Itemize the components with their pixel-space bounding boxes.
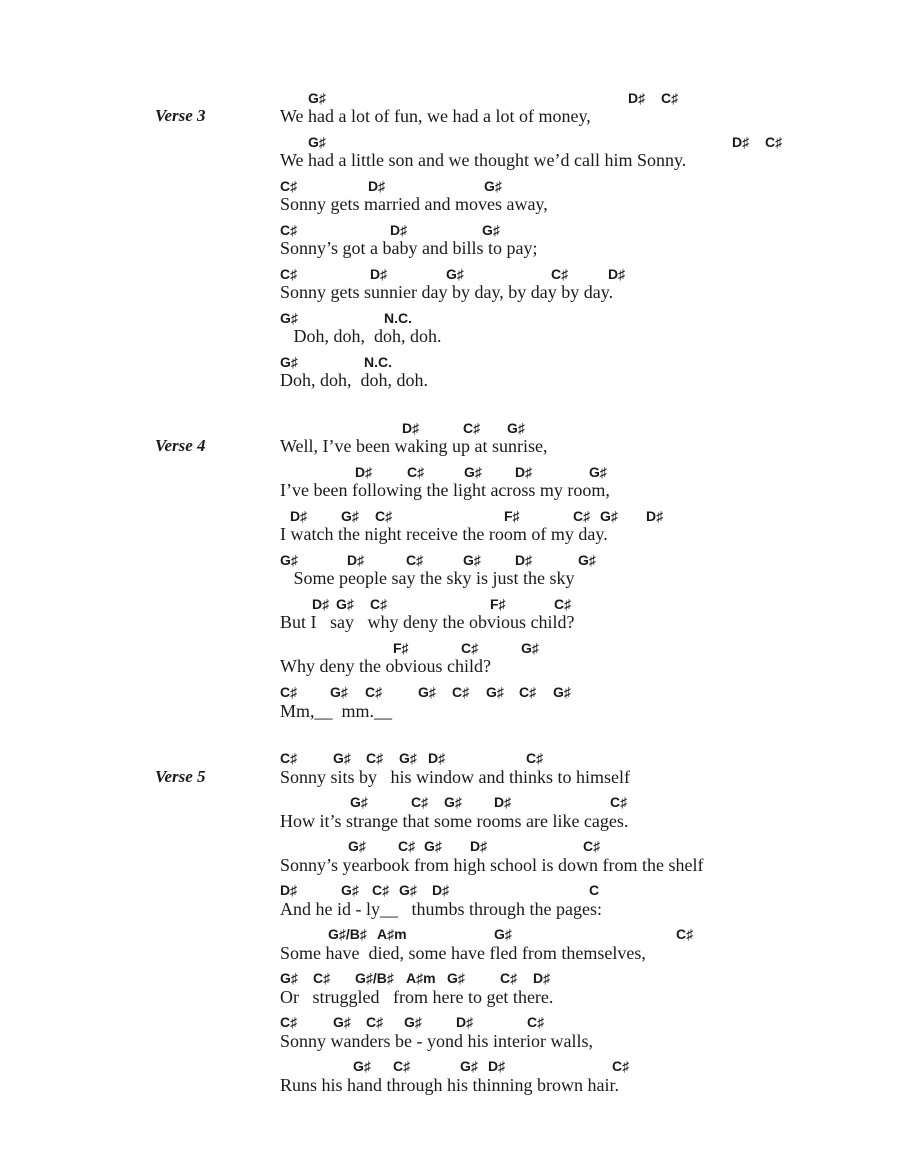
chord: G♯ — [353, 1058, 371, 1074]
lyric-line: Sonny wanders be - yond his interior walls, — [280, 1031, 593, 1051]
chord: D♯ — [628, 90, 646, 106]
lyric-line: We had a little son and we thought we’d call him Sonny. — [280, 150, 687, 170]
lyric-line: I’ve been following the light across my room, — [280, 480, 610, 500]
chord: G♯ — [589, 464, 607, 480]
chord: A♯m — [406, 970, 436, 986]
lyric-line: Sonny’s yearbook from high school is down from the shelf — [280, 855, 704, 875]
chord: C♯ — [313, 970, 331, 986]
chord: G♯ — [424, 838, 442, 854]
chord: C♯ — [366, 750, 384, 766]
chord: G♯ — [463, 552, 481, 568]
lyric-line: Sonny’s got a baby and bills to pay; — [280, 238, 538, 258]
chord: D♯ — [355, 464, 373, 480]
chord: D♯ — [370, 266, 388, 282]
chord: D♯ — [290, 508, 308, 524]
chord: C♯ — [280, 1014, 298, 1030]
chord: C♯ — [366, 1014, 384, 1030]
chord: C♯ — [551, 266, 569, 282]
lyric-line: Some have died, some have fled from themselves, — [280, 943, 646, 963]
chord: C♯ — [500, 970, 518, 986]
chord: G♯ — [280, 354, 298, 370]
chord: G♯ — [280, 310, 298, 326]
verse-3-label: Verse 3 — [155, 106, 206, 125]
chord: N.C. — [364, 354, 392, 370]
chord: D♯ — [608, 266, 626, 282]
chord: G♯ — [336, 596, 354, 612]
chord: C♯ — [280, 266, 298, 282]
chord: G♯ — [280, 970, 298, 986]
chord: C — [589, 882, 600, 898]
chord: D♯ — [390, 222, 408, 238]
chord: G♯ — [484, 178, 502, 194]
lyric-line: Sonny gets married and moves away, — [280, 194, 548, 214]
chord: C♯ — [393, 1058, 411, 1074]
chord: C♯ — [407, 464, 425, 480]
verse-5-label: Verse 5 — [155, 767, 206, 786]
chord: G♯ — [350, 794, 368, 810]
chord: C♯ — [583, 838, 601, 854]
chord: D♯ — [515, 552, 533, 568]
chord: G♯ — [444, 794, 462, 810]
lyric-line: And he id - ly__ thumbs through the pages: — [280, 899, 602, 919]
chord: G♯ — [507, 420, 525, 436]
chord: D♯ — [494, 794, 512, 810]
chord: D♯ — [428, 750, 446, 766]
lyric-line: Sonny sits by his window and thinks to himself — [280, 767, 631, 787]
chord: G♯ — [308, 90, 326, 106]
chord: G♯ — [494, 926, 512, 942]
chord: C♯ — [365, 684, 383, 700]
lyric-line: Mm,__ mm.__ — [280, 701, 393, 721]
lyric-line: We had a lot of fun, we had a lot of money, — [280, 106, 591, 126]
chord: C♯ — [765, 134, 783, 150]
chord: G♯ — [333, 1014, 351, 1030]
chord: D♯ — [456, 1014, 474, 1030]
chord: C♯ — [463, 420, 481, 436]
chord: C♯ — [375, 508, 393, 524]
chord: C♯ — [461, 640, 479, 656]
chord: G♯ — [348, 838, 366, 854]
chord: D♯ — [470, 838, 488, 854]
chord: G♯ — [521, 640, 539, 656]
chord: F♯ — [504, 508, 520, 524]
chord: C♯ — [370, 596, 388, 612]
chord: D♯ — [402, 420, 420, 436]
lyric-line: Doh, doh, doh, doh. — [280, 370, 428, 390]
chord: C♯ — [398, 838, 416, 854]
chord: C♯ — [661, 90, 679, 106]
chord: D♯ — [347, 552, 365, 568]
lyric-line: Sonny gets sunnier day by day, by day by day. — [280, 282, 614, 302]
lyric-line: How it’s strange that some rooms are like cages. — [280, 811, 629, 831]
chord: C♯ — [612, 1058, 630, 1074]
chord: G♯ — [482, 222, 500, 238]
chord: C♯ — [573, 508, 591, 524]
lyric-line: I watch the night receive the room of my day. — [280, 524, 608, 544]
lyric-line: Why deny the obvious child? — [280, 656, 491, 676]
chord: C♯ — [610, 794, 628, 810]
chord: G♯ — [399, 882, 417, 898]
chord: D♯ — [732, 134, 750, 150]
chord: G♯ — [447, 970, 465, 986]
chord: D♯ — [432, 882, 450, 898]
lyric-line: Or struggled from here to get there. — [280, 987, 554, 1007]
chord: G♯ — [333, 750, 351, 766]
chord: G♯ — [399, 750, 417, 766]
chord: G♯ — [404, 1014, 422, 1030]
lyric-line: But I say why deny the obvious child? — [280, 612, 575, 632]
chord: C♯ — [676, 926, 694, 942]
chord: C♯ — [526, 750, 544, 766]
chord: G♯ — [330, 684, 348, 700]
chord: D♯ — [488, 1058, 506, 1074]
lyric-line: Well, I’ve been waking up at sunrise, — [280, 436, 548, 456]
lyric-line: Some people say the sky is just the sky — [280, 568, 575, 588]
chord: D♯ — [515, 464, 533, 480]
chord: C♯ — [452, 684, 470, 700]
chord: G♯ — [341, 882, 359, 898]
chord: F♯ — [393, 640, 409, 656]
chord: G♯/B♯ — [328, 926, 367, 942]
chord: C♯ — [527, 1014, 545, 1030]
chord: C♯ — [406, 552, 424, 568]
chord: F♯ — [490, 596, 506, 612]
chord: C♯ — [280, 222, 298, 238]
chord: G♯ — [578, 552, 596, 568]
chord: D♯ — [312, 596, 330, 612]
chord: G♯ — [553, 684, 571, 700]
chord: D♯ — [646, 508, 664, 524]
chord: D♯ — [280, 882, 298, 898]
chord: G♯ — [460, 1058, 478, 1074]
chord: D♯ — [368, 178, 386, 194]
chord: C♯ — [280, 178, 298, 194]
chord: G♯ — [308, 134, 326, 150]
chord: G♯ — [600, 508, 618, 524]
chord: C♯ — [280, 750, 298, 766]
chord: G♯ — [418, 684, 436, 700]
chord: C♯ — [372, 882, 390, 898]
chord: G♯ — [464, 464, 482, 480]
chord: G♯ — [341, 508, 359, 524]
chord: C♯ — [411, 794, 429, 810]
verse-4-label: Verse 4 — [155, 436, 206, 455]
chord: C♯ — [554, 596, 572, 612]
chord: A♯m — [377, 926, 407, 942]
chord: G♯ — [486, 684, 504, 700]
chord: G♯ — [446, 266, 464, 282]
chord: G♯ — [280, 552, 298, 568]
lyric-line: Doh, doh, doh, doh. — [280, 326, 442, 346]
lyric-line: Runs his hand through his thinning brown hair. — [280, 1075, 619, 1095]
chord: N.C. — [384, 310, 412, 326]
chord: C♯ — [519, 684, 537, 700]
chord: C♯ — [280, 684, 298, 700]
chord: D♯ — [533, 970, 551, 986]
chord: G♯/B♯ — [355, 970, 394, 986]
